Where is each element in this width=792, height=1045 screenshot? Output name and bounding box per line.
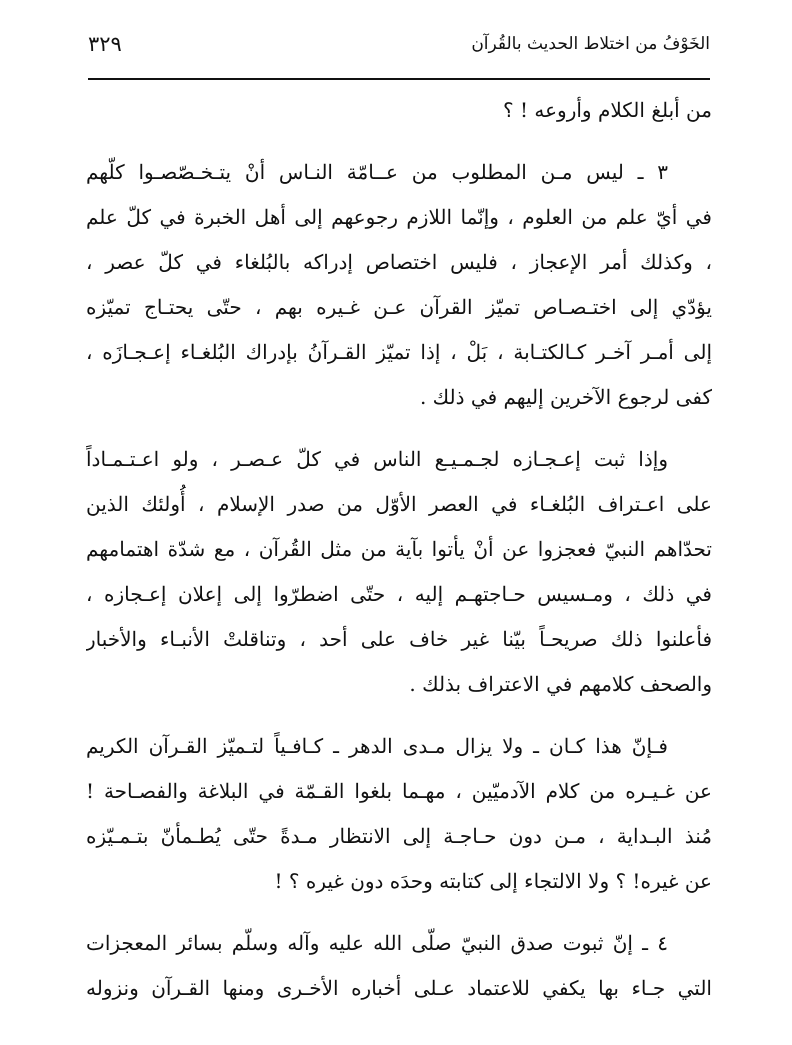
text-line: ٣ ـ ليس مـن المطلوب من عــامّة النـاس أنْ يتـخـصّصـوا كلّهم (86, 160, 668, 184)
text-line: ، وكذلك أمر الإعجاز ، فليس اختصاص إدراكه بالبُلغاء في كلّ عصر ، (86, 250, 712, 274)
body-text (86, 88, 712, 1028)
text-line: يؤدّي إلى اختـصـاص تميّز القرآن عـن غـيره بهم ، حتّى يحتـاج تميّزه (86, 295, 712, 319)
text-line: فأعلنوا ذلك صريحـاً بيّنا غير خاف على أحد ، وتناقلتْ الأنبـاء والأخبار (86, 627, 712, 651)
text-line: مُنذ البـداية ، مـن دون حـاجـة إلى الانتظار مـدةً حتّى يُطـمأنّ بتـمـيّزه (86, 824, 712, 848)
text-line: والصحف كلامهم في الاعتراف بذلك . (409, 672, 712, 696)
text-line: في ذلك ، ومـسيس حـاجتهـم إليه ، حتّى اضطرّوا إلى إعلان إعـجازه ، (86, 582, 712, 606)
text-line: وإذا ثبت إعـجـازه لجـمـيـع الناس في كلّ عـصـر ، ولو اعـتـمـاداً (86, 447, 668, 471)
text-line: عن غيره! ؟ ولا الالتجاء إلى كتابته وحدَه دون غيره ؟ ! (274, 869, 712, 893)
paragraph-gap (86, 420, 712, 437)
page-header (88, 30, 710, 70)
header-rule (88, 78, 710, 80)
paragraph-gap (86, 133, 712, 150)
running-title: الخَوْفُ من اختلاط الحديث بالقُرآن (471, 34, 710, 54)
text-line: ٤ ـ إنّ ثبوت صدق النبيّ صلّى الله عليه وآله وسلّم بسائر المعجزات (86, 931, 668, 955)
text-line: إلى أمـر آخـر كـالكتـابة ، بَلْ ، إذا تميّز القـرآنُ بإدراك البُلغـاء إعـجـازَه ، (86, 340, 712, 364)
text-line: كفى لرجوع الآخرين إليهم في ذلك . (419, 385, 712, 409)
text-line: التي جـاء بها يكفي للاعتماد عـلى أخباره الأخـرى ومنها القـرآن ونزوله (86, 976, 712, 1000)
page-number: ٣٢٩ (88, 32, 122, 56)
text-line: تحدّاهم النبيّ فعجزوا عن أنْ يأتوا بآية من مثل القُرآن ، مع شدّة اهتمامهم (86, 537, 712, 561)
text-line: فـإنّ هذا كـان ـ ولا يزال مـدى الدهر ـ كـافـياً لتـميّز القـرآن الكريم (86, 734, 668, 758)
paragraph-gap (86, 904, 712, 921)
text-line: على اعـتراف البُلغـاء في العصر الأوّل من صدر الإسلام ، أُولئك الذين (86, 492, 712, 516)
text-line: عن غـيـره من كلام الآدميّين ، مهـما بلغوا القـمّة في البلاغة والفصـاحة ! (86, 779, 712, 803)
text-line: من أبلغ الكلام وأروعه ! ؟ (503, 98, 712, 122)
text-line: في أيّ علم من العلوم ، وإنّما اللازم رجوعهم إلى أهل الخبرة في كلّ علم (86, 205, 712, 229)
paragraph-gap (86, 707, 712, 724)
